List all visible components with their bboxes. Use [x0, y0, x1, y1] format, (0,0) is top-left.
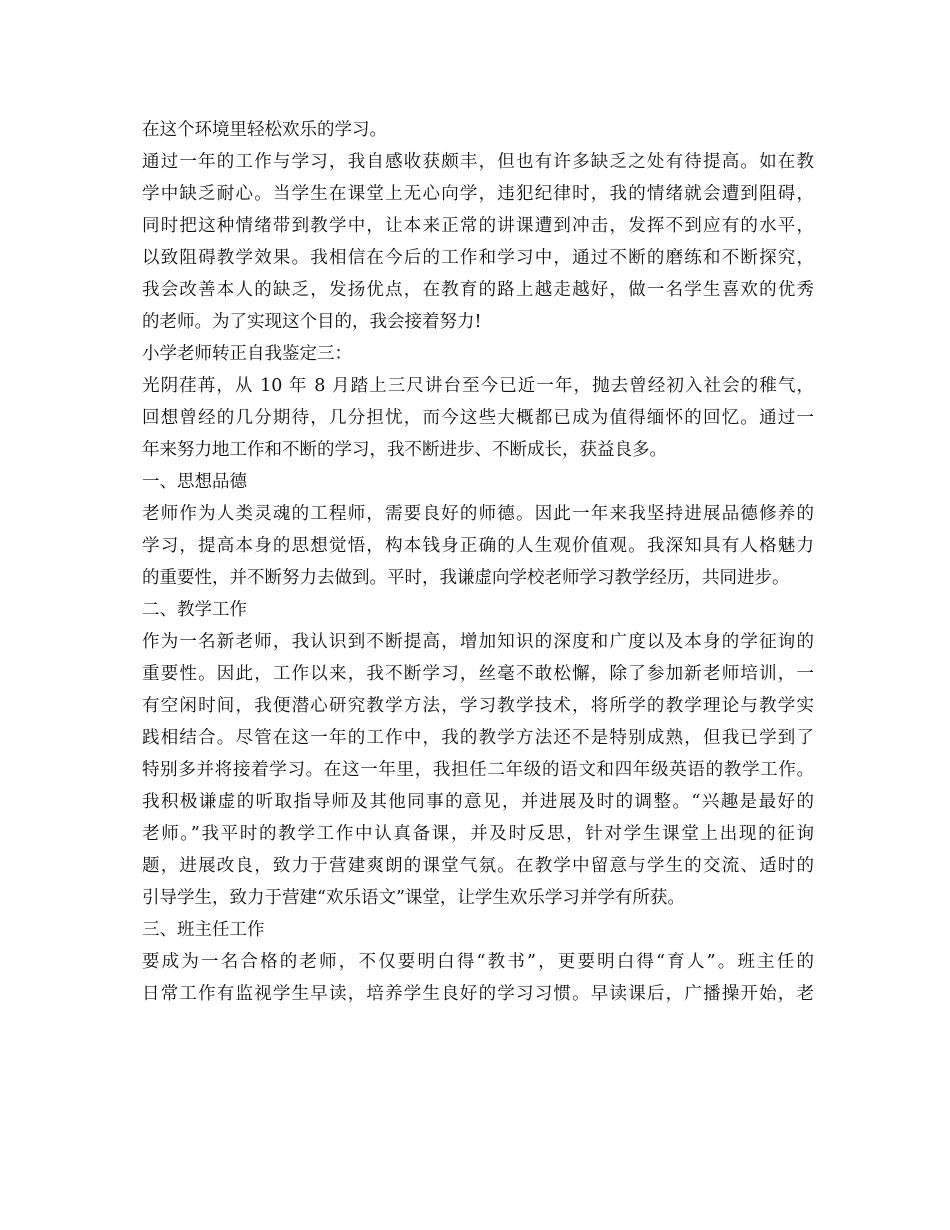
text-line: 学中缺乏耐心。当学生在课堂上无心向学，违犯纪律时，我的情绪就会遭到阻碍， — [142, 184, 814, 204]
text-line: 通过一年的工作与学习，我自感收获颇丰，但也有许多缺乏之处有待提高。如在教 — [142, 152, 814, 172]
text-line: 老师。”我平时的教学工作中认真备课，并及时反思，针对学生课堂上出现的征询 — [142, 824, 814, 844]
text-line: 在这个环境里轻松欢乐的学习。 — [142, 120, 387, 140]
text-line: 题，进展改良，致力于营建爽朗的课堂气氛。在教学中留意与学生的交流、适时的 — [142, 856, 814, 876]
text-line: 老师作为人类灵魂的工程师，需要良好的师德。因此一年来我坚持进展品德修养的 — [142, 504, 814, 524]
text-line: 回想曾经的几分期待，几分担忧，而今这些大概都已成为值得缅怀的回忆。通过一 — [142, 408, 814, 428]
text-line: 作为一名新老师，我认识到不断提高，增加知识的深度和广度以及本身的学征询的 — [142, 632, 814, 652]
text-line: 学习，提高本身的思想觉悟，构本钱身正确的人生观价值观。我深知具有人格魅力 — [142, 536, 814, 556]
text-line: 特别多并将接着学习。在这一年里，我担任二年级的语文和四年级英语的教学工作。 — [142, 760, 814, 780]
text-line: 的老师。为了实现这个目的，我会接着努力! — [142, 312, 482, 332]
text-line: 以致阻碍教学效果。我相信在今后的工作和学习中，通过不断的磨练和不断探究， — [142, 248, 814, 268]
text-line: 引导学生，致力于营建“欢乐语文”课堂，让学生欢乐学习并学有所获。 — [142, 888, 685, 908]
text-line: 的重要性，并不断努力去做到。平时，我谦虚向学校老师学习教学经历，共同进步。 — [142, 568, 790, 588]
text-line: 同时把这种情绪带到教学中，让本来正常的讲课遭到冲击，发挥不到应有的水平， — [142, 216, 814, 236]
text-line: 小学老师转正自我鉴定三： — [142, 344, 352, 364]
text-line: 有空闲时间，我便潜心研究教学方法，学习教学技术，将所学的教学理论与教学实 — [142, 696, 814, 716]
text-line: 要成为一名合格的老师，不仅要明白得“教书”，更要明白得“育人”。班主任的 — [142, 952, 814, 972]
text-line: 二、教学工作 — [142, 600, 247, 620]
document-body — [142, 114, 814, 1010]
text-line: 践相结合。尽管在这一年的工作中，我的教学方法还不是特别成熟，但我已学到了 — [142, 728, 814, 748]
text-line: 日常工作有监视学生早读，培养学生良好的学习习惯。早读课后，广播操开始，老 — [142, 984, 814, 1004]
text-line: 三、班主任工作 — [142, 920, 265, 940]
text-line: 年来努力地工作和不断的学习，我不断进步、不断成长，获益良多。 — [142, 440, 667, 460]
text-line: 我会改善本人的缺乏，发扬优点，在教育的路上越走越好，做一名学生喜欢的优秀 — [142, 280, 814, 300]
text-line: 我积极谦虚的听取指导师及其他同事的意见，并进展及时的调整。“兴趣是最好的 — [142, 792, 814, 812]
text-line: 光阴荏苒，从 10 年 8 月踏上三尺讲台至今已近一年，抛去曾经初入社会的稚气， — [142, 376, 814, 396]
text-line: 重要性。因此，工作以来，我不断学习，丝毫不敢松懈，除了参加新老师培训，一 — [142, 664, 814, 684]
text-line: 一、思想品德 — [142, 472, 247, 492]
